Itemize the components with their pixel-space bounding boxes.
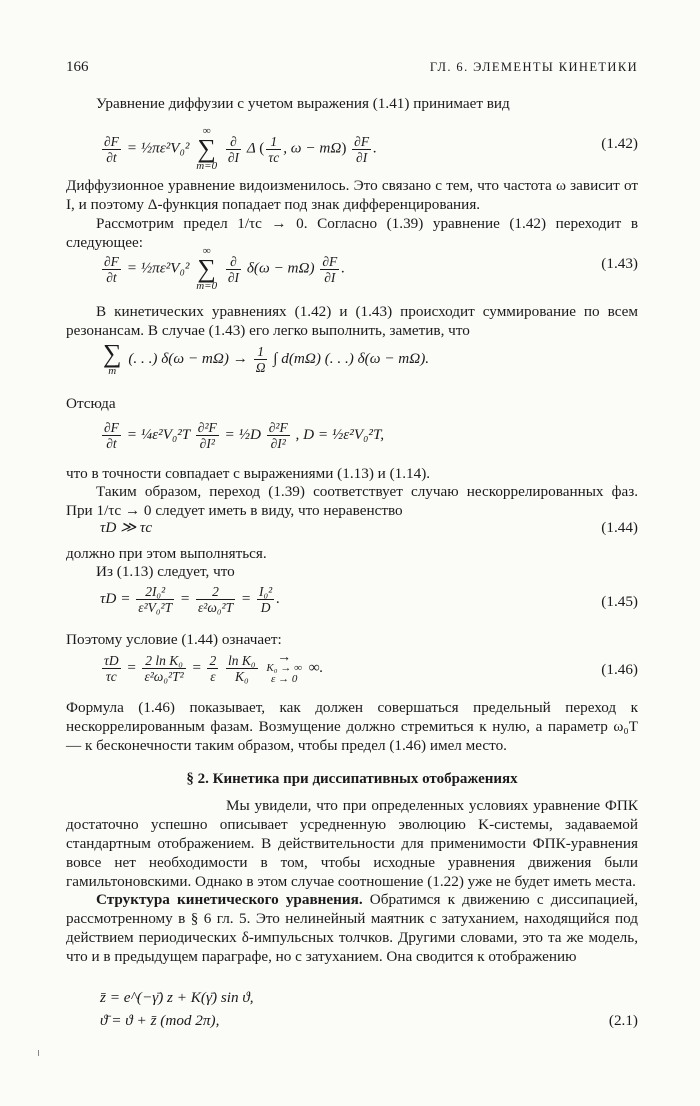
efin-tail: , D = ½ε²V₀²T, xyxy=(295,425,385,443)
equation-2-1 xyxy=(100,988,638,1032)
equation-1-45 xyxy=(100,582,638,622)
equation-number-1-42: (1.42) xyxy=(601,135,638,152)
paragraph-intro: Уравнение диффузии с учетом выражения (1.41) принимает вид xyxy=(96,95,510,112)
structure-text: Обратимся к движению с диссипацией, рассмотренному в § 6 гл. 5. Это нелинейный маятник с затуханием, находящийся под действием периодических δ-импульсных толчков. Другими словами, это та же модель, что и в предыдущем параграфе, но с затуханием. Она сводится к отображению xyxy=(66,891,638,965)
paragraph-limit: Рассмотрим предел 1/τc → 0. Согласно (1.39) уравнение (1.42) переходит в следующее: xyxy=(66,215,638,251)
paragraph-must-hold: должно при этом выполняться. xyxy=(66,545,267,562)
eq143-rhs: $\frac{\partial F}{\partial I}$ xyxy=(322,253,338,285)
eq146-f2: $\frac{\text{2 ln K₀}}{\text{ε²ω₀²T²}}$ xyxy=(144,653,184,684)
eq145-f2: $\frac{2}{\text{ε²ω₀²T}}$ xyxy=(197,584,234,615)
eq145-end: . xyxy=(276,589,281,607)
eq143-coef: = ½πε²V₀² xyxy=(126,259,190,277)
sumid-right: ∫ d(mΩ) (. . .) δ(ω − mΩ). xyxy=(273,349,430,367)
paragraph-therefore: Поэтому условие (1.44) означает: xyxy=(66,631,282,648)
eq145-f1: $\frac{\text{2I₀²}}{\text{ε²V₀²T}}$ xyxy=(138,584,173,615)
eq146-f1: $\frac{\tau D}{\tau c}$ xyxy=(104,653,119,684)
eq146-eq2: = xyxy=(191,658,202,676)
paragraph-formula-146: Формула (1.46) показывает, как должен совершаться предельный переход к нескоррелированным фазам. Возмущение должно стремиться к нулю, а параметр ω₀T — к бесконечности таким образом, чтобы предел (1.46) имел место. xyxy=(66,699,638,754)
equation-number-2-1: (2.1) xyxy=(608,1012,638,1029)
eq21-line1: z̄ = e^(−γ̄) z + K(γ̄) sin ϑ, xyxy=(100,989,254,1006)
eq142-rhs: $\frac{\partial F}{\partial I}$ xyxy=(354,133,370,165)
eq143-operator: $\frac{\partial}{\partial I}$ xyxy=(227,253,240,285)
paragraph-hence: Отсюда xyxy=(66,395,116,412)
section-title: § 2. Кинетика при диссипативных отображениях xyxy=(186,771,518,787)
paragraph-transition: Таким образом, переход (1.39) соответствует случаю нескоррелированных фаз. При 1/τc → 0 следует иметь в виду, что неравенство xyxy=(66,483,638,519)
paragraph-kinetic-sum: В кинетических уравнениях (1.42) и (1.43) происходит суммирование по всем резонансам. В случае (1.43) его легко выполнить, заметив, что xyxy=(66,303,638,339)
eq21-line2: ϑ̄ = ϑ + z̄ (mod 2π), xyxy=(100,1012,220,1029)
paragraph-coincides: что в точности совпадает с выражениями (1.13) и (1.14). xyxy=(66,465,431,482)
efin-mid2: = ½D xyxy=(224,425,261,443)
structure-heading: Структура кинетического уравнения. xyxy=(96,891,363,908)
equation-1-42: $\frac{\partial F}{\partial t}$ = ½πε²V₀² ∞ ∑ m=0 $\frac{\partial}{\partial I}$ Δ ( $\frac{1}{\tau c}$ , ω − mΩ) $\frac{\partial F}{\partial I}$ . (1.42) xyxy=(104,125,638,172)
eq142-sum: ∞ ∑ m=0 xyxy=(196,125,218,172)
eq142-end: . xyxy=(373,139,377,157)
eq146-end: ∞. xyxy=(308,658,324,676)
eq143-delta: δ(ω − mΩ) xyxy=(246,259,315,277)
equation-sum-identity xyxy=(100,340,638,382)
equation-1-44 xyxy=(100,518,638,540)
sumid-frac: $\frac{1}{\Omega}$ xyxy=(255,344,266,375)
eq142-lhs: $\frac{\partial F}{\partial t}$ xyxy=(104,133,119,165)
eq142-operator: $\frac{\partial}{\partial I}$ xyxy=(227,133,240,165)
eq145-f3: $\frac{\text{I₀²}}{D}$ xyxy=(258,584,273,615)
equation-1-43 xyxy=(100,242,638,292)
page-number: 166 xyxy=(66,59,89,75)
eq146-f4: $\frac{\text{ln K₀}}{\text{K₀}}$ xyxy=(228,653,256,684)
eq145-start: τD = xyxy=(100,589,131,607)
equation-1-46 xyxy=(100,650,638,698)
efin-f2: $\frac{\text{∂²F}}{\text{∂I²}}$ xyxy=(197,420,217,451)
equation-number-1-43: (1.43) xyxy=(601,255,638,272)
eq146-f3: $\frac{2}{\varepsilon}$ xyxy=(209,653,217,684)
eq142-delta: Δ xyxy=(246,139,256,157)
eq142-arg: $\frac{1}{\tau c}$ xyxy=(268,133,280,165)
eq143-lhs: $\frac{\partial F}{\partial t}$ xyxy=(104,253,119,285)
equation-number-1-46: (1.46) xyxy=(601,661,638,678)
page-header xyxy=(66,58,638,78)
running-head: ГЛ. 6. ЭЛЕМЕНТЫ КИНЕТИКИ xyxy=(429,60,638,74)
eq146-limit: → K₀ → ∞ ε → 0 xyxy=(266,650,302,685)
sumid-left: (. . .) δ(ω − mΩ) → xyxy=(128,349,248,367)
paragraph-structure xyxy=(66,890,638,966)
eq145-eq1: = xyxy=(179,589,191,607)
efin-f3: $\frac{\text{∂²F}}{\text{∂I²}}$ xyxy=(268,420,288,451)
sumid-sum: ∑ m xyxy=(103,339,122,377)
equation-final-diffusion xyxy=(100,418,638,458)
paragraph-from-113: Из (1.13) следует, что xyxy=(96,563,235,580)
eq144-body: τD ≫ τc xyxy=(100,519,153,536)
equation-number-1-44: (1.44) xyxy=(601,519,638,536)
eq142-coef: = ½πε²V₀² xyxy=(126,139,190,157)
efin-mid1: = ¼ε²V₀²T xyxy=(126,425,190,443)
eq143-sum: ∞ ∑ m=0 xyxy=(196,245,218,292)
eq145-eq2: = xyxy=(240,589,252,607)
scan-mark xyxy=(38,1050,39,1056)
eq143-end: . xyxy=(341,259,346,277)
equation-number-1-45: (1.45) xyxy=(601,593,638,610)
efin-lhs: $\frac{\partial F}{\partial t}$ xyxy=(104,420,119,451)
eq142-arg-rest: , ω − mΩ xyxy=(283,139,342,157)
eq146-eq1: = xyxy=(126,658,137,676)
paragraph-diffusion-changed: Диффузионное уравнение видоизменилось. Это связано с тем, что частота ω зависит от I, и поэтому Δ-функция попадает под знак дифференцирования. xyxy=(66,177,638,213)
paragraph-fpk: Мы увидели, что при определенных условиях уравнение ФПК достаточно успешно описывает усредненную эволюцию K-системы, задаваемой стандартным отображением. В действительности для применимости ФПК-уравнения вовсе нет необходимости в том, чтобы исходные уравнения движения были гамильтоновскими. Однако в этом случае соотношение (1.22) уже не будет иметь места. xyxy=(66,797,638,890)
